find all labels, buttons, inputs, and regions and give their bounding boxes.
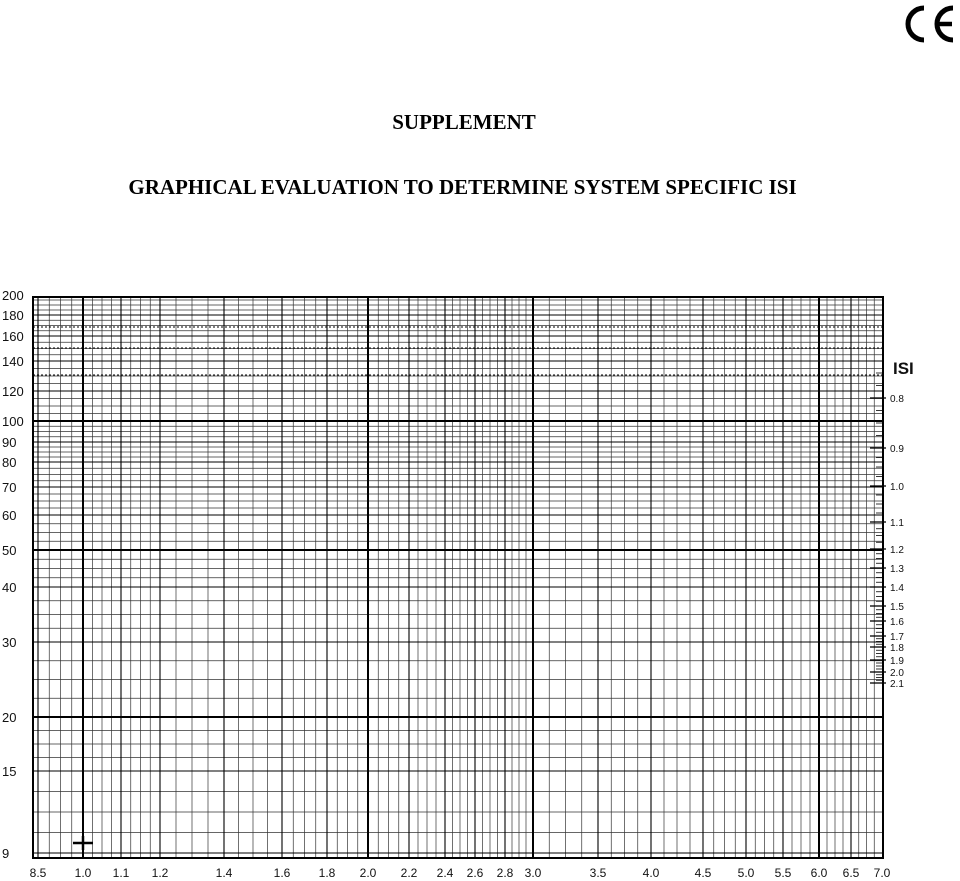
y-tick-label: 15 (2, 764, 17, 779)
x-tick-label: 6.5 (842, 866, 860, 880)
x-tick-label: 2.0 (359, 866, 377, 880)
isi-tick-label: 1.4 (890, 583, 904, 594)
isi-scale-title: ISI (893, 359, 914, 378)
x-tick-label: 1.2 (151, 866, 169, 880)
y-tick-label: 120 (2, 384, 24, 399)
isi-scale (870, 359, 914, 690)
y-tick-label: 80 (2, 455, 17, 470)
isi-tick-label: 1.8 (890, 643, 904, 654)
y-tick-label: 50 (2, 543, 17, 558)
isi-tick-label: 1.2 (890, 545, 904, 556)
y-tick-label: 200 (2, 288, 24, 303)
isi-tick-label: 1.0 (890, 482, 904, 493)
x-tick-label: 8.5 (29, 866, 47, 880)
x-tick-label: 2.2 (400, 866, 418, 880)
y-tick-label: 70 (2, 480, 17, 495)
x-tick-label: 3.0 (524, 866, 542, 880)
marker-layer (73, 836, 93, 850)
isi-tick-label: 0.8 (890, 394, 904, 405)
x-tick-label: 1.0 (74, 866, 92, 880)
isi-tick-label: 1.7 (890, 632, 904, 643)
y-tick-label: 140 (2, 354, 24, 369)
x-tick-label: 1.8 (318, 866, 336, 880)
x-tick-labels (30, 866, 891, 880)
isi-tick-label: 1.6 (890, 617, 904, 628)
y-tick-labels (2, 288, 24, 861)
y-tick-label: 90 (2, 435, 17, 450)
y-tick-label: 9 (2, 846, 10, 861)
x-tick-label: 3.5 (589, 866, 607, 880)
x-tick-label: 2.8 (496, 866, 514, 880)
x-tick-label: 6.0 (810, 866, 828, 880)
y-tick-label: 180 (2, 308, 24, 323)
y-tick-label: 160 (2, 329, 24, 344)
x-tick-label: 1.6 (273, 866, 291, 880)
x-tick-label: 1.1 (112, 866, 130, 880)
isi-tick-label: 2.1 (890, 679, 904, 690)
x-tick-label: 4.5 (694, 866, 712, 880)
x-tick-label: 4.0 (642, 866, 660, 880)
isi-tick-label: 0.9 (890, 444, 904, 455)
isi-tick-label: 1.1 (890, 518, 904, 529)
isi-tick-label: 1.9 (890, 656, 904, 667)
supplement-heading: SUPPLEMENT (392, 110, 536, 134)
y-tick-label: 30 (2, 635, 17, 650)
isi-tick-label: 2.0 (890, 668, 904, 679)
y-tick-label: 40 (2, 580, 17, 595)
isi-tick-label: 1.3 (890, 564, 904, 575)
x-tick-label: 2.6 (466, 866, 484, 880)
x-tick-label: 7.0 (873, 866, 891, 880)
isi-tick-label: 1.5 (890, 602, 904, 613)
x-tick-label: 5.5 (774, 866, 792, 880)
y-tick-label: 100 (2, 414, 24, 429)
y-tick-label: 20 (2, 710, 17, 725)
x-tick-label: 1.4 (215, 866, 233, 880)
x-tick-label: 2.4 (436, 866, 454, 880)
y-tick-label: 60 (2, 508, 17, 523)
x-tick-label: 5.0 (737, 866, 755, 880)
chart-title: GRAPHICAL EVALUATION TO DETERMINE SYSTEM SPECIFIC ISI (128, 175, 797, 199)
